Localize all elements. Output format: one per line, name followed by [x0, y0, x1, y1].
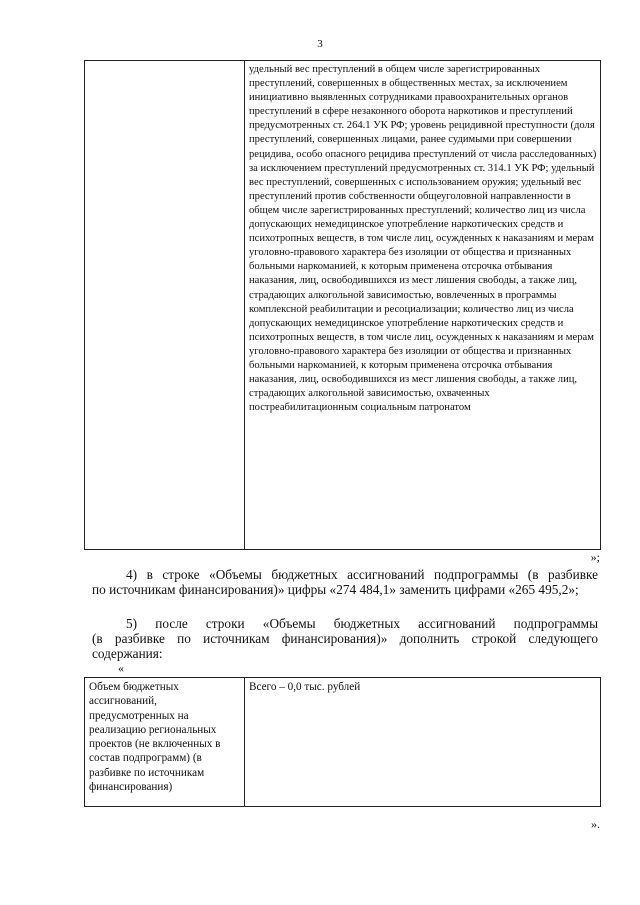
- budget-label-text: Объем бюджетных ассигнований, предусмотренных на реализацию региональных проектов (не включенных в состав подпрограмм) (в разбивке по источникам финансирования): [89, 681, 221, 794]
- paragraph-5-first-line: 5) после строки «Объемы бюджетных ассигнований подпрограммы: [126, 616, 598, 631]
- indicators-right-cell: [245, 61, 601, 550]
- table-row: [85, 678, 601, 807]
- paragraph-4-first-line: 4) в строке «Объемы бюджетных ассигнований подпрограммы (в разбивке: [126, 567, 598, 582]
- paragraph-4: [92, 567, 598, 597]
- budget-closing-quote: ».: [591, 817, 600, 831]
- indicators-table: [84, 60, 601, 550]
- paragraph-5: [92, 616, 598, 662]
- table-row: [85, 61, 601, 550]
- paragraph-5-rest: (в разбивке по источникам финансирования)» дополнить строкой следующего содержания:: [92, 631, 598, 662]
- paragraph-4-rest: по источникам финансирования)» цифры «274 484,1» заменить цифрами «265 495,2»;: [92, 582, 579, 598]
- indicators-left-cell: [85, 61, 245, 550]
- budget-table: [84, 677, 601, 807]
- budget-value-text: Всего – 0,0 тыс. рублей: [249, 681, 361, 693]
- opening-quote: «: [118, 661, 124, 675]
- page-number: 3: [317, 38, 323, 50]
- indicators-text: удельный вес преступлений в общем числе зарегистрированных преступлений, совершенных в общественных местах, за исключением инициативно выявленных сотрудниками правоохранительных органов преступлений в сфере незаконного оборота наркотиков и преступлений предусмотренных ст. 264.1 УК РФ; уровень рецидивной преступности (доля преступлений, совершенных лицами, ранее судимыми при совершении рецидива, особо опасного рецидива преступлений от числа расследованных) за исключением преступлений предусмотренных ст. 314.1 УК РФ; удельный вес преступлений, совершенных с использованием оружия; удельный вес преступлений против собственности общеуголовной направленности в общем числе зарегистрированных преступлений; количество лиц из числа допускающих немедицинское употребление наркотических средств и психотропных веществ, в том числе лиц, осужденных к наказаниям и мерам уголовно-правового характера без изоляции от общества и признанных больными наркоманией, к которым применена отсрочка отбывания наказания, лиц, освободившихся из мест лишения свободы, а также лиц, страдающих алкогольной зависимостью, вовлеченных в программы комплексной реабилитации и ресоциализации; количество лиц из числа допускающих немедицинское употребление наркотических средств и психотропных веществ, в том числе лиц, осужденных к наказаниям и мерам уголовно-правового характера без изоляции от общества и признанных больными наркоманией, к которым применена отсрочка отбывания наказания, лиц, освободившихся из мест лишения свободы, а также лиц, страдающих алкогольной зависимостью, охваченных постреабилитационным социальным патронатом: [249, 64, 597, 414]
- indicators-closing-quote: »;: [590, 550, 600, 564]
- budget-value-cell: [245, 678, 601, 807]
- budget-label-cell: [85, 678, 245, 807]
